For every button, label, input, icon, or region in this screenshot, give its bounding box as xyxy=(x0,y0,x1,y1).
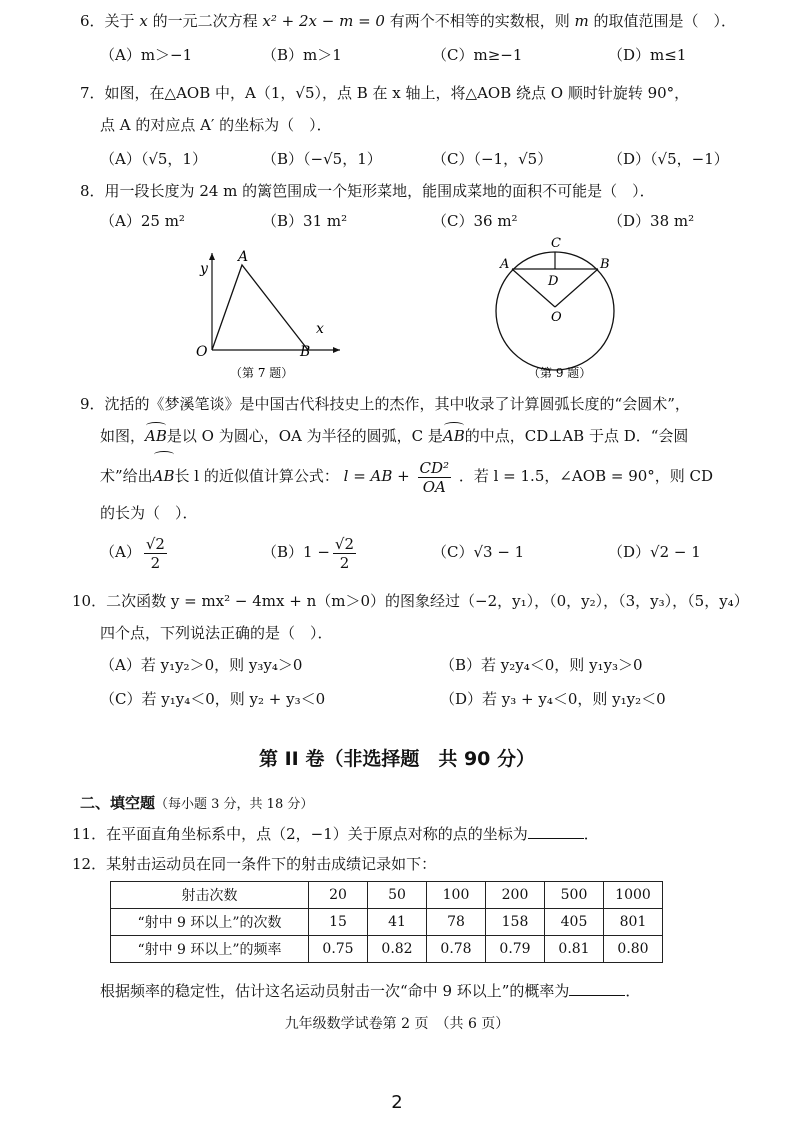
q7-option-d: （D）（√5，−1） xyxy=(608,150,729,168)
label-x: x xyxy=(316,321,324,337)
table-cell: 0.78 xyxy=(427,936,486,963)
triangle-aob xyxy=(212,265,308,350)
table-cell: 100 xyxy=(427,882,486,909)
label-a: A xyxy=(500,257,510,272)
q11-answer-blank[interactable] xyxy=(528,824,584,839)
q7-stem-line1: 7．如图，在△AOB 中，A（1，√5），点 B 在 x 轴上，将△AOB 绕点 O 顺时针旋转 90°， xyxy=(80,84,690,102)
q6-option-c: （C）m≥−1 xyxy=(432,46,523,64)
q9-option-d: （D）√2 − 1 xyxy=(608,543,701,561)
q9-stem-line4: 的长为（ ）． xyxy=(100,504,198,522)
q9-stem-line1: 9．沈括的《梦溪笔谈》是中国古代科技史上的杰作，其中收录了计算圆弧长度的“会圆术”， xyxy=(80,395,690,413)
table-row xyxy=(111,909,663,936)
part2-title: 第 II 卷（非选择题 共 90 分） xyxy=(258,748,536,770)
table-cell: 200 xyxy=(486,882,545,909)
q9-stem-line2: 如图，AB是以 O 为圆心，OA 为半径的圆弧，C 是AB的中点，CD⊥AB 于点 D．“会圆 xyxy=(100,427,689,445)
q8-option-a: （A）25 m² xyxy=(100,212,185,230)
q11-stem: 11．在平面直角坐标系中，点（2，−1）关于原点对称的点的坐标为 ． xyxy=(72,825,599,843)
table-cell: 50 xyxy=(368,882,427,909)
label-o: O xyxy=(551,310,562,325)
q10-stem-line2: 四个点，下列说法正确的是（ ）． xyxy=(100,624,333,642)
label-d: D xyxy=(548,274,559,289)
label-a: A xyxy=(238,249,249,265)
section2-heading: 二、填空题（每小题 3 分，共 18 分） xyxy=(80,794,314,812)
table-cell: 0.82 xyxy=(368,936,427,963)
table-row xyxy=(111,936,663,963)
page-number: 2 xyxy=(391,1092,403,1113)
q7-option-b: （B）（−√5，1） xyxy=(262,150,382,168)
label-c: C xyxy=(551,236,561,251)
row-header: “射中 9 环以上”的频率 xyxy=(111,936,309,963)
page-footer: 九年级数学试卷第 2 页 （共 6 页） xyxy=(284,1016,510,1032)
radius-ob xyxy=(555,269,598,307)
figure-9 xyxy=(490,235,630,385)
arc-ab-2: AB xyxy=(442,427,465,445)
q9-option-a: （A） $\frac{√2}{2}$ xyxy=(100,534,165,572)
y-axis-arrow xyxy=(209,253,215,260)
arc-ab-3: AB xyxy=(153,454,175,498)
q6-stem: 6．关于 x 的一元二次方程 x² + 2x − m = 0 有两个不相等的实数根，则 m 的取值范围是（ ）． xyxy=(80,12,737,30)
row-header: “射中 9 环以上”的次数 xyxy=(111,909,309,936)
q6-option-a: （A）m＞−1 xyxy=(100,46,193,64)
q10-option-b: （B）若 y₂y₄＜0，则 y₁y₃＞0 xyxy=(440,656,643,674)
table-cell: 500 xyxy=(545,882,604,909)
q9-option-b: （B）1 − $\frac{√2}{2}$ xyxy=(262,534,355,572)
table-cell: 0.75 xyxy=(309,936,368,963)
row-header: 射击次数 xyxy=(111,882,309,909)
table-cell: 0.80 xyxy=(604,936,663,963)
q8-stem: 8．用一段长度为 24 m 的篱笆围成一个矩形菜地，能围成菜地的面积不可能是（ ）． xyxy=(80,182,655,200)
q8-option-b: （B）31 m² xyxy=(262,212,348,230)
table-cell: 78 xyxy=(427,909,486,936)
q8-option-c: （C）36 m² xyxy=(432,212,518,230)
table-cell: 20 xyxy=(309,882,368,909)
label-o: O xyxy=(196,344,208,360)
formula-lhs: l = AB + xyxy=(343,467,410,485)
q12-answer-blank[interactable] xyxy=(569,981,625,996)
q7-option-c: （C）（−1，√5） xyxy=(432,150,553,168)
table-cell: 1000 xyxy=(604,882,663,909)
formula-fraction: $\frac{\text{CD²}}{OA}$ xyxy=(419,458,450,496)
q10-option-d: （D）若 y₃ + y₄＜0，则 y₁y₂＜0 xyxy=(440,690,666,708)
q10-option-a: （A）若 y₁y₂＞0，则 y₃y₄＞0 xyxy=(100,656,303,674)
label-y: y xyxy=(200,261,208,277)
q7-stem-line2: 点 A 的对应点 A′ 的坐标为（ ）． xyxy=(100,116,332,134)
label-b: B xyxy=(600,257,610,272)
x-axis-arrow xyxy=(333,347,340,353)
arc-ab: AB xyxy=(145,427,167,445)
table-cell: 405 xyxy=(545,909,604,936)
table-cell: 158 xyxy=(486,909,545,936)
label-b: B xyxy=(300,344,311,360)
figure-7 xyxy=(190,245,350,385)
q8-option-d: （D）38 m² xyxy=(608,212,695,230)
table-row xyxy=(111,882,663,909)
q10-option-c: （C）若 y₁y₄＜0，则 y₂ + y₃＜0 xyxy=(100,690,326,708)
table-cell: 0.79 xyxy=(486,936,545,963)
shooting-record-table xyxy=(110,881,663,963)
q6-option-b: （B）m＞1 xyxy=(262,46,342,64)
table-cell: 0.81 xyxy=(545,936,604,963)
q9-option-c: （C）√3 − 1 xyxy=(432,543,525,561)
q12-stem: 12．某射击运动员在同一条件下的射击成绩记录如下： xyxy=(72,855,437,873)
q10-stem-line1: 10．二次函数 y = mx² − 4mx + n（m＞0）的图象经过（−2，y₁），（0，y₂），（3，y₃），（5，y₄） xyxy=(72,592,749,610)
q9-stem-line3: 术”给出AB长 l 的近似值计算公式： l = AB + $\frac{\text{CD²}}{OA}$ ．若 l = 1.5，∠AOB = 90°，则 CD xyxy=(100,454,713,498)
q7-option-a: （A）（√5，1） xyxy=(100,150,207,168)
table-cell: 15 xyxy=(309,909,368,936)
caption-9: （第 9 题） xyxy=(528,366,592,380)
q6-option-d: （D）m≤1 xyxy=(608,46,687,64)
q12-followup: 根据频率的稳定性，估计这名运动员射击一次“命中 9 环以上”的概率为 ． xyxy=(100,982,641,1000)
table-cell: 41 xyxy=(368,909,427,936)
caption-7: （第 7 题） xyxy=(230,366,294,380)
table-cell: 801 xyxy=(604,909,663,936)
